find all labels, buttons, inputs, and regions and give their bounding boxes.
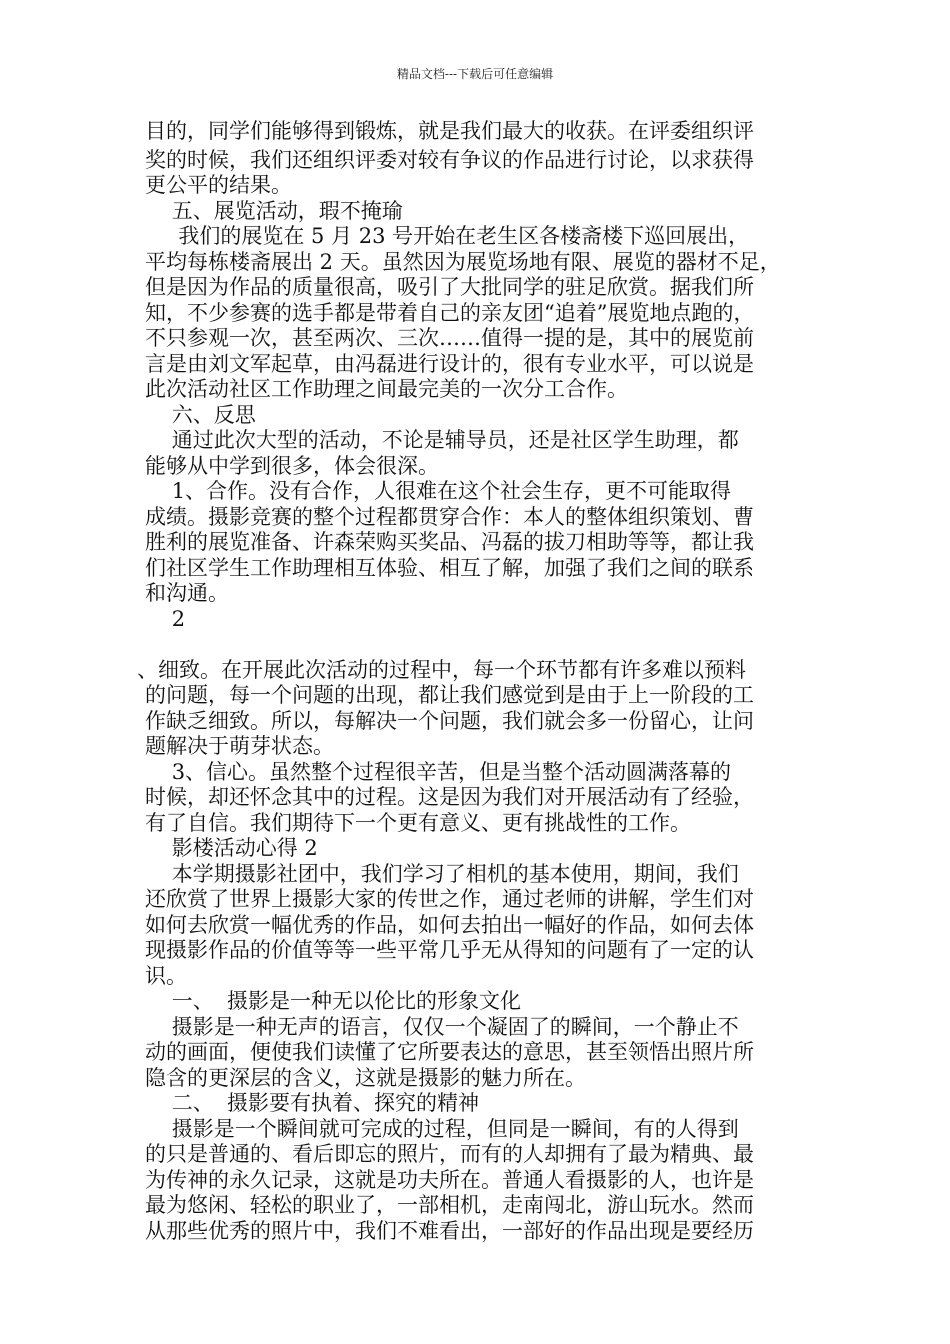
text-line: 如何去欣赏一幅优秀的作品，如何去拍出一幅好的作品，如何去体: [145, 913, 754, 937]
text-line: 现摄影作品的价值等等一些平常几乎无从得知的问题有了一定的认: [145, 938, 754, 962]
text-line: 动的画面，便使我们读懂了它所要表达的意思，甚至领悟出照片所: [145, 1040, 754, 1064]
text-line: 有了自信。我们期待下一个更有意义、更有挑战性的工作。: [145, 811, 691, 835]
text-line: 胜利的展览准备、许森荣购买奖品、冯磊的拔刀相助等等，都让我: [145, 530, 754, 554]
text-line: 此次活动社区工作助理之间最完美的一次分工合作。: [145, 377, 628, 401]
text-line: 摄影是一个瞬间就可完成的过程，但同是一瞬间，有的人得到: [145, 1117, 739, 1141]
text-line: 、细致。在开展此次活动的过程中，每一个环节都有许多难以预料: [137, 658, 746, 682]
section-heading: 五、展览活动，瑕不掩瑜: [145, 199, 403, 223]
text-line: 1、合作。没有合作，人很难在这个社会生存，更不可能取得: [145, 479, 732, 503]
text-line: 们社区学生工作助理相互体验、相互了解，加强了我们之间的联系: [145, 556, 754, 580]
text-line: 摄影是一种无声的语言，仅仅一个凝固了的瞬间，一个静止不: [145, 1015, 739, 1039]
text-line: 知，不少参赛的选手都是带着自己的亲友团“追着”展览地点跑的，: [145, 301, 755, 325]
text-line: 3、信心。虽然整个过程很辛苦，但是当整个活动圆满落幕的: [145, 760, 732, 784]
text-line: 识。: [145, 964, 187, 988]
text-line: 的问题，每一个问题的出现，都让我们感觉到是由于上一阶段的工: [145, 683, 754, 707]
text-line: 为传神的永久记录，这就是功夫所在。普通人看摄影的人，也许是: [145, 1168, 754, 1192]
section-heading: 六、反思: [145, 403, 256, 427]
text-line: 时候，却还怀念其中的过程。这是因为我们对开展活动有了经验，: [145, 785, 754, 809]
text-line: 作缺乏细致。所以，每解决一个问题，我们就会多一份留心，让问: [145, 709, 754, 733]
text-line: 不只参观一次，甚至两次、三次……值得一提的是，其中的展览前: [145, 326, 754, 350]
text-line: 我们的展览在 5 月 23 号开始在老生区各楼斋楼下巡回展出，: [145, 224, 750, 248]
page-header: 精品文档---下载后可任意编辑: [396, 67, 554, 81]
text-line: 但是因为作品的质量很高，吸引了大批同学的驻足欣赏。据我们所: [145, 275, 754, 299]
text-line: 本学期摄影社团中，我们学习了相机的基本使用，期间，我们: [145, 862, 739, 886]
text-line: 的只是普通的、看后即忘的照片，而有的人却拥有了最为精典、最: [145, 1142, 754, 1166]
text-line: 目的，同学们能够得到锻炼，就是我们最大的收获。在评委组织评: [145, 119, 754, 143]
section-heading: 二、 摄影要有执着、探究的精神: [145, 1091, 480, 1115]
text-line: 和沟通。: [145, 581, 229, 605]
text-line: 隐含的更深层的含义，这就是摄影的魅力所在。: [145, 1066, 586, 1090]
text-line: 通过此次大型的活动，不论是辅导员，还是社区学生助理，都: [145, 428, 739, 452]
section-heading: 一、 摄影是一种无以伦比的形象文化: [145, 989, 522, 1013]
text-line: 能够从中学到很多，体会很深。: [145, 454, 439, 478]
text-line: 题解决于萌芽状态。: [145, 734, 334, 758]
text-line: 奖的时候，我们还组织评委对较有争议的作品进行讨论，以求获得: [145, 148, 754, 172]
text-line: 言是由刘文军起草，由冯磊进行设计的，很有专业水平，可以说是: [145, 352, 754, 376]
text-line: 平均每栋楼斋展出 2 天。虽然因为展览场地有限、展览的器材不足，: [145, 250, 781, 274]
text-line: 还欣赏了世界上摄影大家的传世之作，通过老师的讲解，学生们对: [145, 887, 754, 911]
text-line: 从那些优秀的照片中，我们不难看出，一部好的作品出现是要经历: [145, 1219, 754, 1243]
section-heading: 影楼活动心得 2: [145, 836, 318, 860]
text-line: 2: [145, 607, 186, 631]
text-line: 最为悠闲、轻松的职业了，一部相机，走南闯北，游山玩水。然而: [145, 1193, 754, 1217]
text-line: 更公平的结果。: [145, 173, 292, 197]
text-line: 成绩。摄影竞赛的整个过程都贯穿合作：本人的整体组织策划、曹: [145, 505, 754, 529]
